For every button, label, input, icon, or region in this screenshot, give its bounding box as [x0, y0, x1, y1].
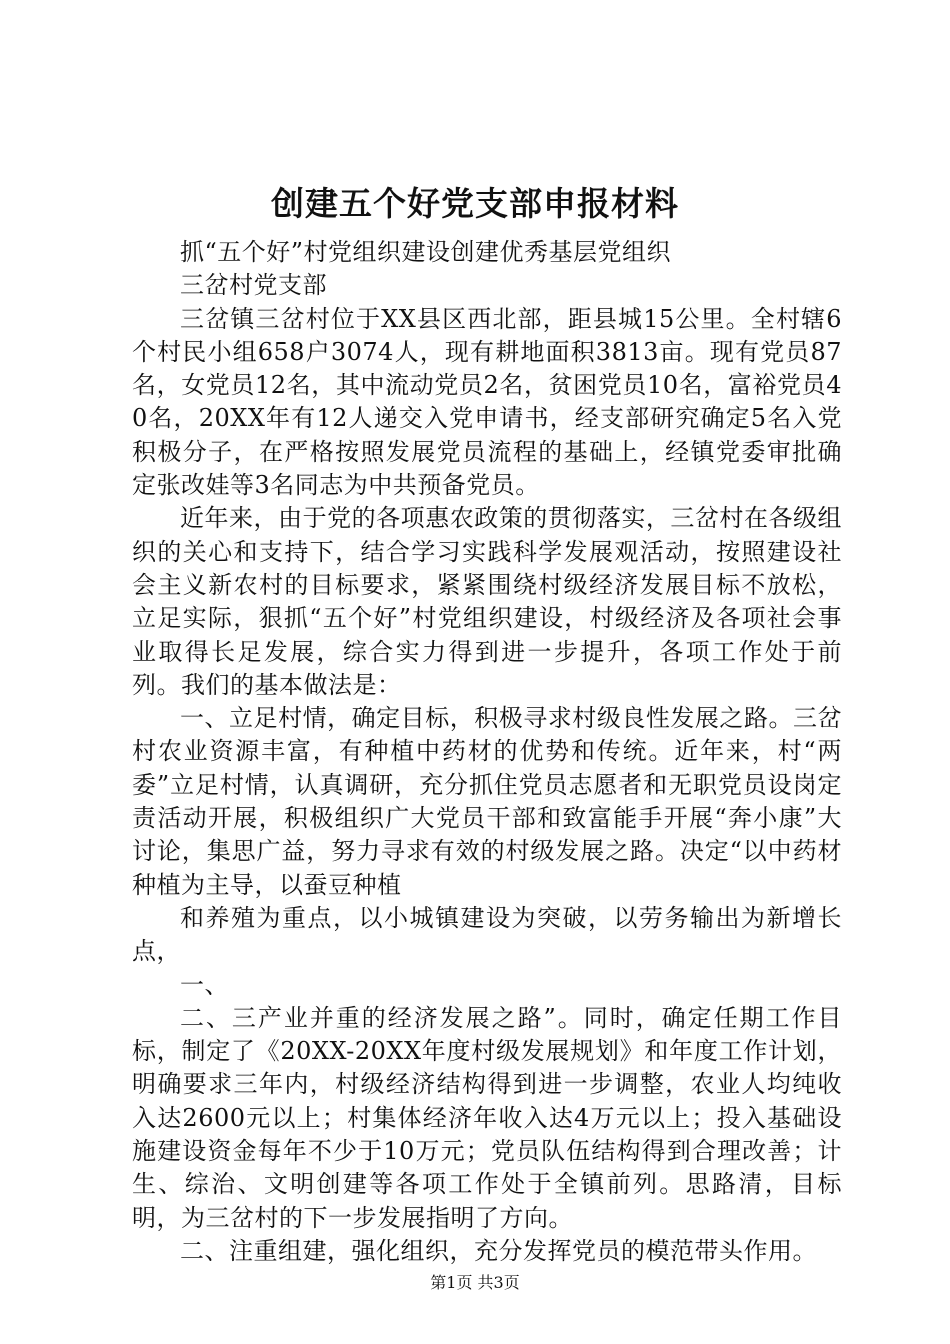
paragraph-section-two: 二、注重组建，强化组织，充分发挥党员的模范带头作用。 — [180, 1236, 817, 1265]
paragraph-intro: 三岔镇三岔村位于XX县区西北部，距县城15公里。全村辖6个村民小组658户3074人，现有耕地面积3813亩。现有党员87名，女党员12名，其中流动党员2名，贫困党员10名，富裕党员40名，20XX年有12人递交入党申请书，经支部研究确定5名入党积极分子，在严格按照发展党员流程的基础上，经镇党委审批确定张改娃等3名同志为中共预备党员。 — [132, 304, 842, 500]
paragraph-section-one: 一、立足村情，确定目标，积极寻求村级良性发展之路。三岔村农业资源丰富，有种植中药材的优势和传统。近年来，村“两委”立足村情，认真调研，充分抓住党员志愿者和无职党员设岗定责活动开展，积极组织广大党员干部和致富能手开展“奔小康”大讨论，集思广益，努力寻求有效的村级发展之路。决定“以中药材种植为主导，以蚕豆种植 — [132, 704, 842, 899]
paragraph-continuation: 和养殖为重点，以小城镇建设为突破，以劳务输出为新增长点， — [132, 903, 842, 966]
subtitle: 抓“五个好”村党组织建设创建优秀基层党组织 — [180, 238, 672, 266]
paragraph-goals: 二、三产业并重的经济发展之路”。同时，确定任期工作目标，制定了《20XX-20XX年度村级发展规划》和年度工作计划，明确要求三年内，村级经济结构得到进一步调整，农业人均纯收入达2600元以上；村集体经济年收入达4万元以上；投入基础设施建设资金每年不少于10万元；党员队伍结构得到合理改善；计生、综治、文明创建等各项工作处于全镇前列。思路清，目标明，为三岔村的下一步发展指明了方向。 — [132, 1003, 842, 1232]
document-body — [132, 236, 842, 1268]
document-title: 创建五个好党支部申报材料 — [271, 184, 679, 223]
paragraph-background: 近年来，由于党的各项惠农政策的贯彻落实，三岔村在各级组织的关心和支持下，结合学习实践科学发展观活动，按照建设社会主义新农村的目标要求，紧紧围绕村级经济发展目标不放松，立足实际，狠抓“五个好”村党组织建设，村级经济及各项社会事业取得长足发展，综合实力得到进一步提升，各项工作处于前列。我们的基本做法是： — [132, 504, 842, 699]
paragraph-fragment: 一、 — [180, 970, 229, 999]
page-footer: 第1页 共3页 — [430, 1273, 520, 1292]
organization-name: 三岔村党支部 — [180, 271, 327, 300]
